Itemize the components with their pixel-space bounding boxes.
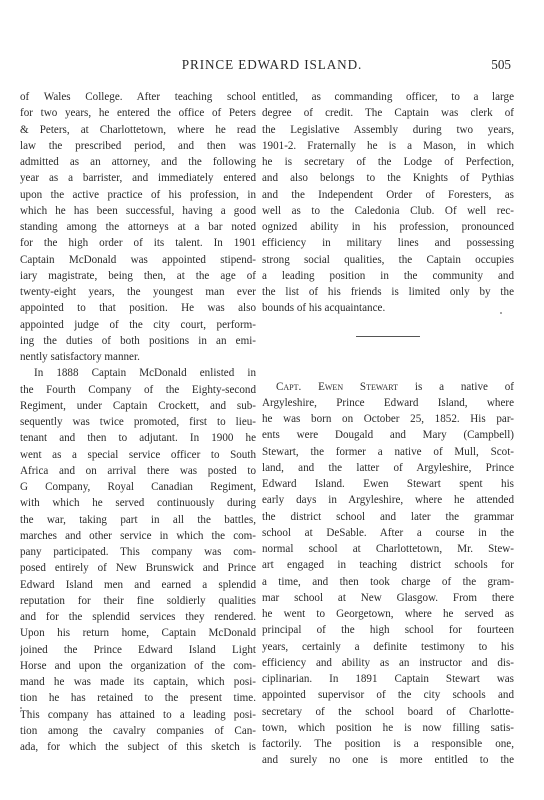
text-line [262,379,514,395]
text-line: reputation for their fine soldierly qualities [20,594,256,607]
text-line: iary magistrate, being then, at the age of [20,269,256,282]
text-line: well as to the Caledonia Club. Of well rec- [262,204,514,217]
text-line: with which he served continuously during [20,497,256,510]
text-line: joined the Prince Edward Island Light [20,643,256,656]
text-line: G Company, Royal Canadian Regiment, [20,481,256,493]
text-line: a leading position in the community and [262,269,514,282]
text-line: bounds of his acquaintance. [262,302,386,315]
text-line: school at DeSable. After a course in the [262,526,514,539]
text-line: mand he was made its captain, which posi- [20,676,256,688]
text-line: appointed supervisor of the city schools and [262,689,514,702]
text-line: marches and other service in which the com- [20,529,256,542]
text-line: for two years, he entered the office of Peters [20,107,256,120]
text-line: Regiment, under Captain Crockett, and sub- [20,399,256,412]
text-line: Captain McDonald was appointed stipend- [20,253,256,266]
text-line: Argyleshire, Prince Edward Island, where [262,396,514,409]
text-line: entitled, as commanding officer, to a large [262,91,514,103]
text-line: years, certainly a definite testimony to his [262,640,514,653]
text-line: mar school at New Glasgow. From there [262,591,514,604]
text-line: appointed to that position. He was also [20,302,256,315]
text-line: standing among the attorneys at a bar noted [20,221,256,233]
text-line: land, and the latter of Argyleshire, Prince [262,461,514,474]
text-line: strong social qualities, the Captain occupies [262,253,514,266]
text-line: admitted as an attorney, and the following [20,156,256,168]
right-column-bottom-text [262,379,514,769]
text-line: ing the duties of both positions in an emi- [20,334,256,347]
text-line: nently satisfactory manner. [20,351,140,363]
text-line: Edward Island. Ewen Stewart spent his [262,478,514,490]
text-line: the war, taking part in all the battles, [20,513,256,526]
text-line: factorily. The position is a responsible one, [262,738,514,750]
text-line: year as a barrister, and immediately entered [20,172,256,185]
text-line: which he has been successful, having a good [20,204,256,217]
text-line: ada, for which the subject of this sketch is [20,741,256,753]
text-line: a time, and then took charge of the gram- [262,575,514,588]
text-line: principal of the high school for fourteen [262,624,514,637]
page-header-title: PRINCE EDWARD ISLAND. [181,57,363,72]
text-line: went as a special service officer to South [20,448,256,461]
text-line: normal school at Charlottetown, Mr. Stew- [262,543,514,555]
text-line: he is secretary of the Lodge of Perfection, [262,156,514,168]
lead-in-name: Capt. Ewen Stewart [276,380,399,393]
text-line: Edward Island men and earned a splendid [20,578,256,591]
text-line: tion among the cavalry companies of Can- [20,724,256,737]
text-line: the district school and later the grammar [262,510,514,523]
text-line: efficiency in military lines and possessing [262,237,514,250]
text-line: ents were Dougald and Mary (Campbell) [262,429,514,442]
text-line: secretary of the school board of Charlotte- [262,705,514,718]
text-line: and also belongs to the Knights of Pythias [262,172,514,185]
text-line: town, which position he is now filling satis- [262,721,514,734]
text-line: Horse and upon the organization of the com- [20,659,256,672]
scan-mark [20,707,22,709]
text-line: the list of his friends is limited only by the [262,286,514,298]
text-line: and the Independent Order of Foresters, as [262,188,514,201]
text-line: early days in Argyleshire, where he attended [262,494,514,507]
text-line: tenant and then to adjutant. In 1900 he [20,432,256,445]
right-column-top-text [262,89,514,317]
text-line: upon the active practice of his profession, in [20,188,256,201]
text-line: pany participated. This company was com- [20,546,256,558]
section-divider [356,336,420,337]
text-line: Stewart, the former a native of Mull, Scot- [262,445,514,458]
right-column [262,89,514,769]
text-line: & Peters, at Charlottetown, where he read [20,123,256,136]
page-number: 505 [491,57,511,72]
text-line: art engaged in teaching district schools for [262,559,514,572]
text-line: Africa and on arrival there was posted to [20,464,256,477]
text-line: twenty-eight years, the youngest man ever [20,286,256,298]
text-line: efficiency and ability as an instructor and dis- [262,656,514,669]
text-line: ciplinarian. In 1891 Captain Stewart was [262,673,514,685]
left-column [20,89,256,755]
text-line: degree of credit. The Captain was clerk of [262,107,514,120]
text-line: for the high order of its talent. In 1901 [20,237,256,250]
text-line: and surely no one is more entitled to the [262,754,514,767]
text-line: posed entirely of New Brunswick and Prince [20,562,256,575]
text-line: and for the splendid services they rendered. [20,611,256,623]
text-line: the Legislative Assembly during two years, [262,123,514,136]
text-line: appointed judge of the city court, perform- [20,318,256,331]
text-line: This company has attained to a leading posi- [20,708,256,721]
first-line-rest: is a native of [398,380,514,393]
text-line: he went to Georgetown, where he served as [262,608,514,620]
text-line: he was born on October 25, 1852. His par- [262,413,514,425]
text-line: of Wales College. After teaching school [20,91,256,103]
text-line: the Fourth Company of the Eighty-second [20,383,256,396]
text-line: Upon his return home, Captain McDonald [20,627,256,640]
text-line: ognized ability in his profession, pronounced [262,221,514,233]
text-line: tion he has retained to the present time. [20,692,256,705]
text-line: 1901-2. Fraternally he is a Mason, in which [262,139,514,152]
scan-mark [500,312,502,314]
text-line: law the prescribed period, and then was [20,139,256,152]
text-line: sequently was twice promoted, first to lieu- [20,416,256,428]
text-line: In 1888 Captain McDonald enlisted in [34,367,256,380]
